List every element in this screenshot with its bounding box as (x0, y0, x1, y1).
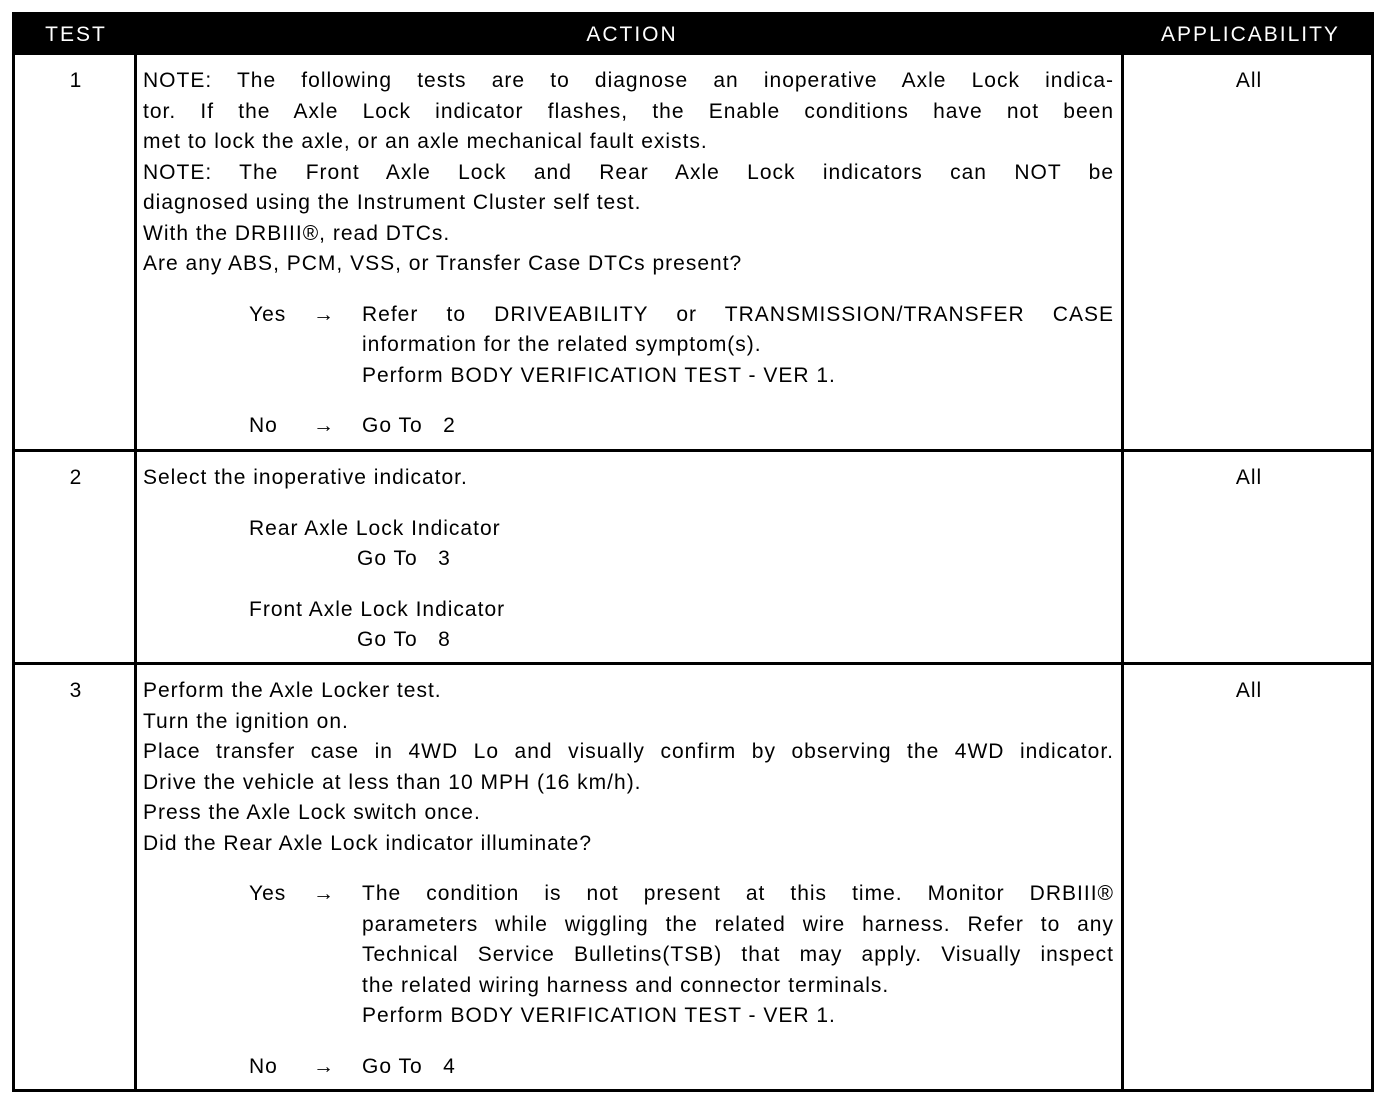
branch-yes (143, 879, 1114, 1032)
table-row (15, 449, 1371, 662)
column-divider (1121, 665, 1124, 1092)
action-line: tor. If the Axle Lock indicator flashes, the Enable conditions have not been (143, 99, 1114, 123)
column-divider (134, 55, 137, 449)
header-action: ACTION (586, 23, 678, 46)
branch-line: Perform BODY VERIFICATION TEST - VER 1. (362, 1004, 836, 1027)
option-goto: Go To 8 (357, 628, 451, 651)
branch-line: Refer to DRIVEABILITY or TRANSMISSION/TRANSFER CASE (362, 302, 1114, 326)
option-label: Front Axle Lock Indicator (249, 597, 506, 621)
action-line: Press the Axle Lock switch once. (143, 801, 481, 824)
applicability: All (1235, 679, 1263, 702)
option-label: Rear Axle Lock Indicator (249, 516, 501, 540)
indicator-option (143, 595, 1114, 656)
table-row (15, 52, 1371, 449)
action-line: Perform the Axle Locker test. (143, 679, 442, 702)
branch-yes (143, 300, 1114, 392)
action-line: Drive the vehicle at less than 10 MPH (16 km/h). (143, 770, 642, 794)
branch-line: the related wiring harness and connector terminals. (362, 973, 890, 997)
header-applicability: APPLICABILITY (1161, 23, 1340, 46)
applicability: All (1235, 466, 1263, 489)
branch-line: The condition is not present at this time. Monitor DRBIII® (362, 882, 1114, 905)
action-line: With the DRBIII®, read DTCs. (143, 221, 451, 245)
action-line: NOTE: The following tests are to diagnose an inoperative Axle Lock indica- (143, 69, 1114, 92)
action-cell (143, 55, 1114, 442)
action-line: Turn the ignition on. (143, 709, 349, 733)
header-test: TEST (45, 23, 107, 46)
branch-line: parameters while wiggling the related wire harness. Refer to any (362, 912, 1114, 936)
column-divider (134, 665, 137, 1092)
option-goto: Go To 3 (357, 547, 451, 570)
action-cell (143, 452, 1114, 656)
branch-label: Yes (249, 882, 287, 905)
arrow-right-icon: → (313, 1054, 335, 1078)
branch-line: Technical Service Bulletins(TSB) that may apply. Visually inspect (362, 943, 1114, 966)
arrow-right-icon: → (313, 302, 335, 326)
branch-label: Yes (249, 302, 287, 326)
applicability: All (1235, 69, 1263, 92)
action-line: Did the Rear Axle Lock indicator illuminate? (143, 831, 593, 855)
branch-line: Perform BODY VERIFICATION TEST - VER 1. (362, 363, 836, 387)
action-line: Place transfer case in 4WD Lo and visually confirm by observing the 4WD indicator. (143, 740, 1114, 763)
arrow-right-icon: → (313, 882, 335, 905)
action-cell (143, 665, 1114, 1082)
arrow-right-icon: → (313, 414, 335, 437)
branch-line: Go To 4 (362, 1054, 456, 1078)
action-line: Are any ABS, PCM, VSS, or Transfer Case DTCs present? (143, 252, 743, 275)
branch-line: information for the related symptom(s). (362, 333, 762, 356)
branch-no (143, 411, 1114, 442)
action-line: diagnosed using the Instrument Cluster self test. (143, 191, 642, 214)
branch-line: Go To 2 (362, 414, 456, 437)
indicator-option (143, 514, 1114, 575)
column-divider (1121, 55, 1124, 449)
test-number: 1 (69, 69, 83, 92)
table-header (15, 15, 1371, 55)
test-number: 3 (69, 679, 83, 702)
branch-label: No (249, 1054, 278, 1078)
branch-label: No (249, 414, 278, 437)
action-line: Select the inoperative indicator. (143, 466, 468, 489)
action-line: met to lock the axle, or an axle mechanical fault exists. (143, 130, 708, 153)
diagnostic-table (12, 12, 1374, 1092)
test-number: 2 (69, 466, 83, 489)
branch-no (143, 1052, 1114, 1083)
table-row (15, 662, 1371, 1092)
action-line: NOTE: The Front Axle Lock and Rear Axle Lock indicators can NOT be (143, 160, 1114, 184)
